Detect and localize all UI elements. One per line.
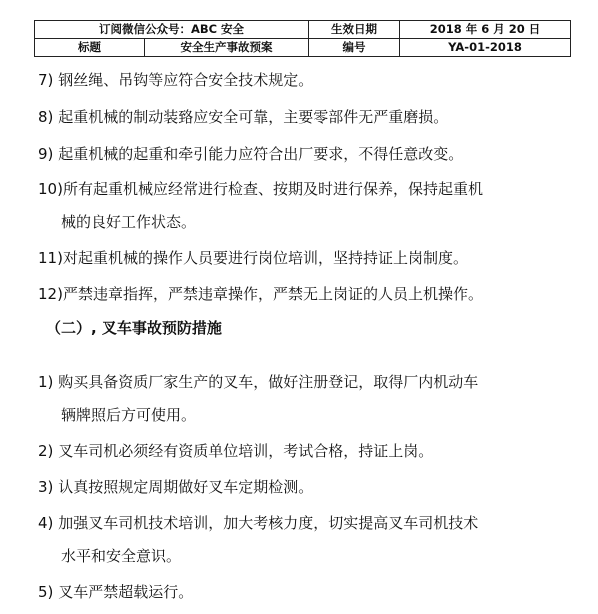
item-text: 叉车严禁超载运行。: [58, 583, 194, 601]
list-item-continuation: 水平和安全意识。: [61, 547, 182, 565]
item-number: 5): [38, 583, 54, 601]
list-item-continuation: 械的良好工作状态。: [61, 213, 197, 231]
item-text: 叉车司机必须经有资质单位培训，考试合格，持证上岗。: [58, 442, 434, 460]
item-text: 加强叉车司机技术培训，加大考核力度，切实提高叉车司机技术: [58, 514, 479, 532]
item-number: 4): [38, 514, 54, 532]
list-item: [38, 513, 578, 533]
list-item: [38, 284, 578, 304]
item-number: 10): [38, 180, 63, 198]
effective-date-label: 生效日期: [309, 21, 400, 39]
item-text: 所有起重机械应经常进行检查、按期及时进行保养，保持起重机: [62, 180, 483, 198]
header-row-1: [35, 21, 571, 39]
list-item: [38, 107, 578, 127]
item-number: 8): [38, 108, 54, 126]
item-number: 2): [38, 442, 54, 460]
list-item: [38, 144, 578, 164]
title-value: 安全生产事故预案: [145, 39, 309, 57]
section-heading: （二）, 叉车事故预防措施: [46, 319, 222, 337]
subscribe-cell: 订阅微信公众号：ABC 安全: [35, 21, 309, 39]
item-number: 7): [38, 71, 54, 89]
list-item: [38, 70, 578, 90]
item-number: 1): [38, 373, 54, 391]
list-item: [38, 179, 578, 199]
item-number: 12): [38, 285, 63, 303]
number-value: YA-01-2018: [400, 39, 571, 57]
list-item-continuation: 辆牌照后方可使用。: [61, 406, 197, 424]
header-row-2: [35, 39, 571, 57]
item-number: 3): [38, 478, 54, 496]
item-text: 起重机械的制动装臵应安全可靠，主要零部件无严重磨损。: [58, 108, 449, 126]
number-label: 编号: [309, 39, 400, 57]
item-text: 认真按照规定周期做好叉车定期检测。: [58, 478, 314, 496]
item-number: 9): [38, 145, 54, 163]
item-text: 购买具备资质厂家生产的叉车，做好注册登记，取得厂内机动车: [58, 373, 479, 391]
effective-date-value: 2018 年 6 月 20 日: [400, 21, 571, 39]
item-text: 起重机械的起重和牵引能力应符合出厂要求，不得任意改变。: [58, 145, 464, 163]
title-label: 标题: [35, 39, 145, 57]
item-number: 11): [38, 249, 63, 267]
document-header-table: [34, 20, 571, 57]
item-text: 严禁违章指挥，严禁违章操作，严禁无上岗证的人员上机操作。: [62, 285, 483, 303]
list-item: [38, 441, 578, 461]
list-item: [38, 248, 578, 268]
list-item: [38, 477, 578, 497]
list-item: [38, 372, 578, 392]
item-text: 对起重机械的操作人员要进行岗位培训，坚持持证上岗制度。: [62, 249, 468, 267]
item-text: 钢丝绳、吊钩等应符合安全技术规定。: [58, 71, 314, 89]
list-item: [38, 582, 578, 602]
